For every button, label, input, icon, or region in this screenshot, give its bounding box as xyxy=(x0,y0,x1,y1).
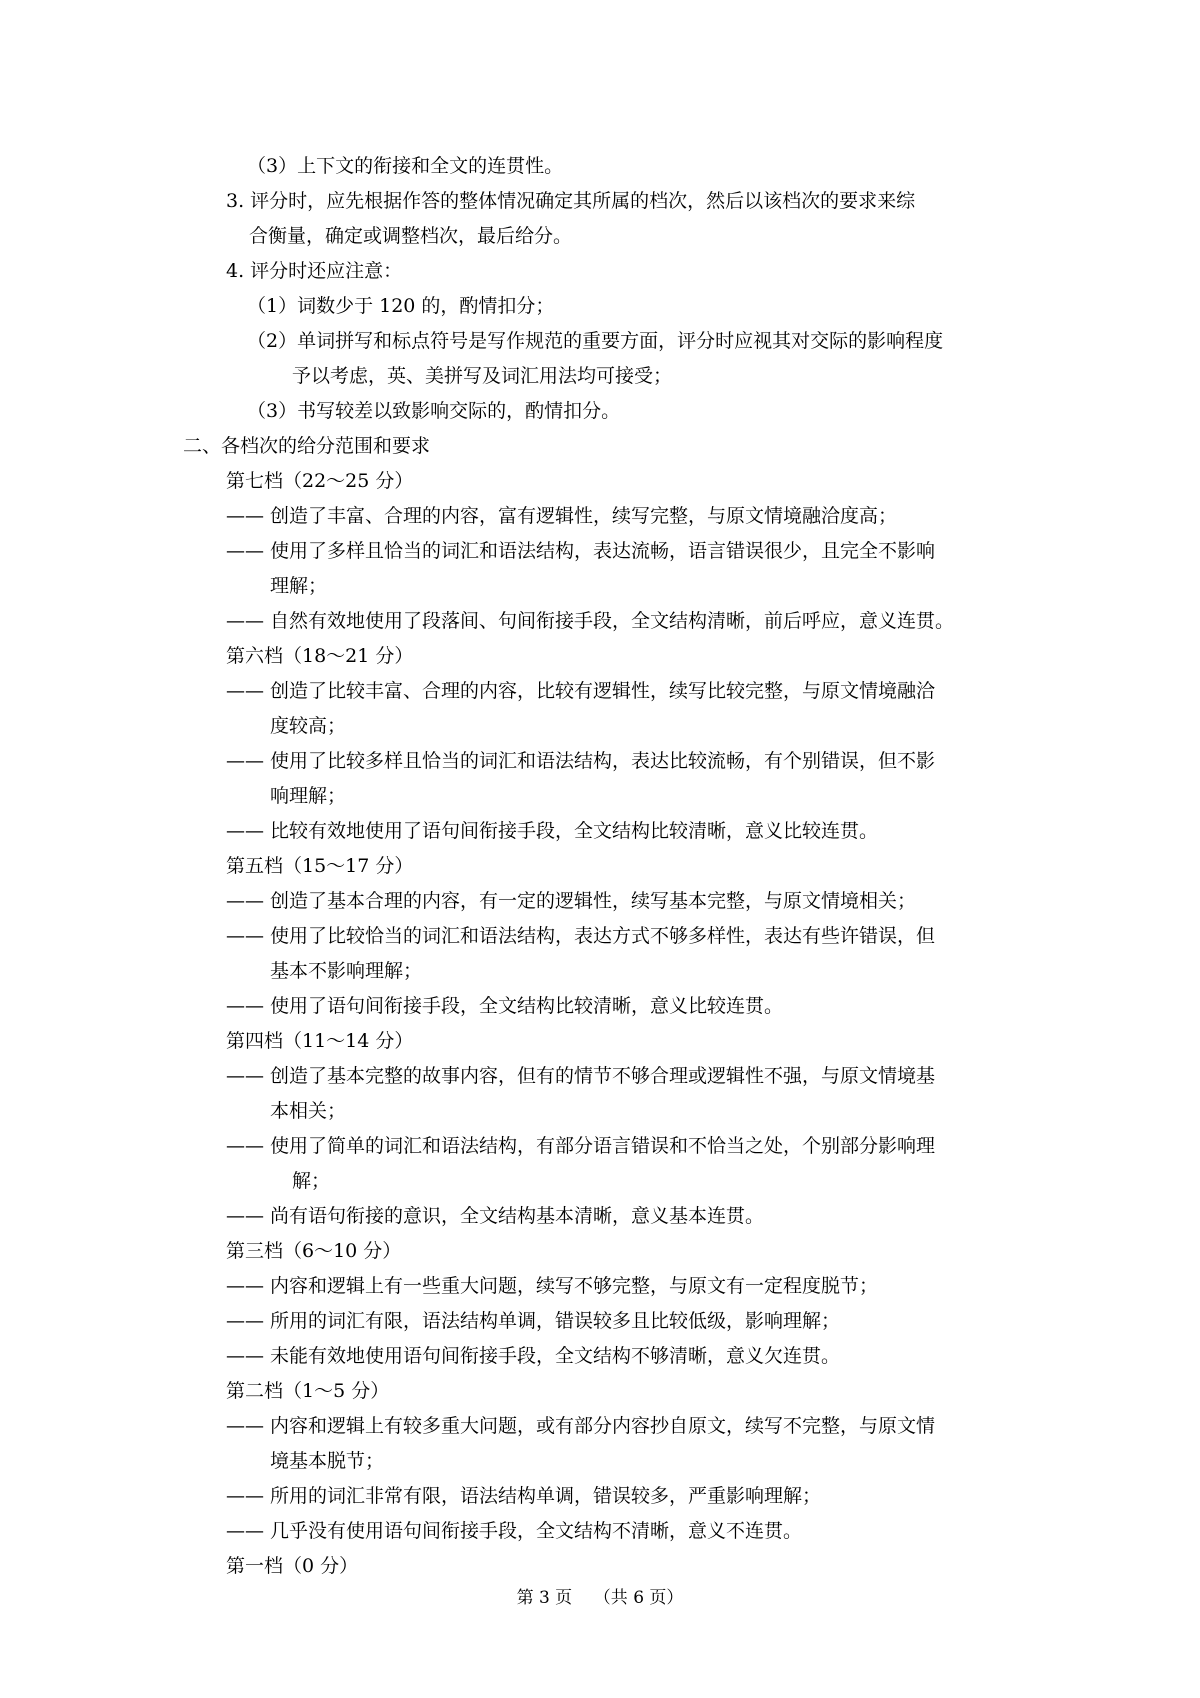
text-line: 予以考虑，英、美拼写及词汇用法均可接受； xyxy=(292,365,673,387)
grade-heading: 第五档（15～17 分） xyxy=(226,855,414,877)
text-line: —— 自然有效地使用了段落间、句间衔接手段，全文结构清晰，前后呼应，意义连贯。 xyxy=(226,610,955,632)
text-line: —— 使用了语句间衔接手段，全文结构比较清晰，意义比较连贯。 xyxy=(226,995,784,1017)
text-line: —— 几乎没有使用语句间衔接手段，全文结构不清晰，意义不连贯。 xyxy=(226,1520,803,1542)
grade-heading: 第七档（22～25 分） xyxy=(226,470,414,492)
text-line: 3. 评分时，应先根据作答的整体情况确定其所属的档次，然后以该档次的要求来综 xyxy=(226,190,916,212)
text-line: 理解； xyxy=(270,575,328,597)
text-line: （3）上下文的衔接和全文的连贯性。 xyxy=(247,155,564,177)
text-line: （3）书写较差以致影响交际的，酌情扣分。 xyxy=(247,400,621,422)
text-line: —— 创造了基本合理的内容，有一定的逻辑性，续写基本完整，与原文情境相关； xyxy=(226,890,917,912)
text-line: —— 尚有语句衔接的意识，全文结构基本清晰，意义基本连贯。 xyxy=(226,1205,765,1227)
text-line: —— 使用了比较多样且恰当的词汇和语法结构，表达比较流畅，有个别错误，但不影 xyxy=(226,750,936,772)
text-line: —— 内容和逻辑上有一些重大问题，续写不够完整，与原文有一定程度脱节； xyxy=(226,1275,879,1297)
text-line: —— 使用了多样且恰当的词汇和语法结构，表达流畅，语言错误很少，且完全不影响 xyxy=(226,540,936,562)
text-line: （2）单词拼写和标点符号是写作规范的重要方面，评分时应视其对交际的影响程度 xyxy=(247,330,944,352)
text-line: 基本不影响理解； xyxy=(270,960,423,982)
text-line: 响理解； xyxy=(270,785,347,807)
text-line: 本相关； xyxy=(270,1100,347,1122)
text-line: —— 创造了丰富、合理的内容，富有逻辑性，续写完整，与原文情境融洽度高； xyxy=(226,505,898,527)
text-line: 度较高； xyxy=(270,715,347,737)
text-line: 合衡量，确定或调整档次，最后给分。 xyxy=(249,225,573,247)
grade-heading: 第二档（1～5 分） xyxy=(226,1380,390,1402)
grade-heading: 第六档（18～21 分） xyxy=(226,645,414,667)
section-heading: 二、各档次的给分范围和要求 xyxy=(183,435,431,457)
text-line: —— 比较有效地使用了语句间衔接手段，全文结构比较清晰，意义比较连贯。 xyxy=(226,820,879,842)
text-line: —— 所用的词汇有限，语法结构单调，错误较多且比较低级，影响理解； xyxy=(226,1310,841,1332)
text-line: 4. 评分时还应注意： xyxy=(226,260,403,282)
text-line: —— 所用的词汇非常有限，语法结构单调，错误较多，严重影响理解； xyxy=(226,1485,822,1507)
text-line: （1）词数少于 120 的，酌情扣分； xyxy=(247,295,555,317)
text-line: —— 使用了比较恰当的词汇和语法结构，表达方式不够多样性，表达有些许错误，但 xyxy=(226,925,936,947)
text-line: —— 使用了简单的词汇和语法结构，有部分语言错误和不恰当之处，个别部分影响理 xyxy=(226,1135,936,1157)
grade-heading: 第三档（6～10 分） xyxy=(226,1240,402,1262)
text-line: 境基本脱节； xyxy=(270,1450,385,1472)
text-line: —— 创造了基本完整的故事内容，但有的情节不够合理或逻辑性不强，与原文情境基 xyxy=(226,1065,936,1087)
page-number-footer: 第 3 页 （共 6 页） xyxy=(516,1588,684,1608)
grade-heading: 第一档（0 分） xyxy=(226,1555,359,1577)
text-line: —— 未能有效地使用语句间衔接手段，全文结构不够清晰，意义欠连贯。 xyxy=(226,1345,841,1367)
text-line: —— 内容和逻辑上有较多重大问题，或有部分内容抄自原文，续写不完整，与原文情 xyxy=(226,1415,936,1437)
text-line: —— 创造了比较丰富、合理的内容，比较有逻辑性，续写比较完整，与原文情境融洽 xyxy=(226,680,936,702)
grade-heading: 第四档（11～14 分） xyxy=(226,1030,414,1052)
text-line: 解； xyxy=(292,1170,331,1192)
